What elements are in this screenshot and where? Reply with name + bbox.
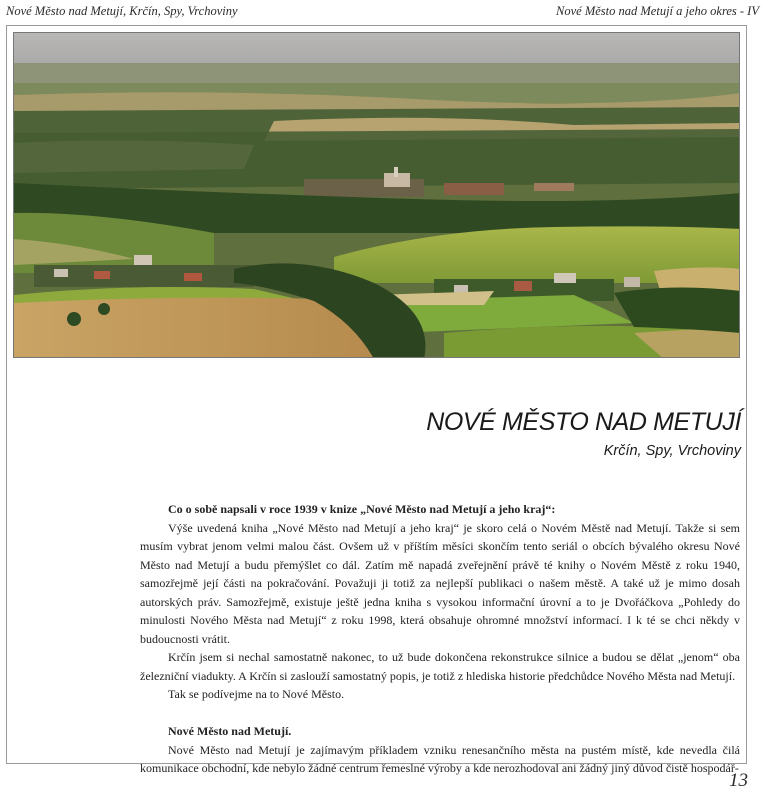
paragraph: Výše uvedená kniha „Nové Město nad Metují a jeho kraj“ je skoro celá o Novém Městě nad Metují. Takže si sem musím vybrat jenom velmi malou část. Ovšem už v příštím měsíci skončím tento seriál o obcích bývalého okresu Nové Město nad Metují a budu přemýšlet co dál. Zatím mě napadá zveřejnění právě té knihy o Novém Městě z roku 1940, samozřejmě její části na pokračování. Považuji ji totiž za nejlepší publikaci o našem městě. A také už je mimo dosah autorských práv. Samozřejmě, existuje ještě jedna kniha s vysokou informační úrovní a to je Dvořáčkova „Pohledy do minulosti Nového Města nad Metují“ z roku 1998, která obsahuje ohromné množství informací. I k té se chci někdy v budoucnosti vrátit. bbox=[140, 520, 740, 646]
paragraph: Nové Město nad Metují je zajímavým příkladem vzniku renesančního města na pustém místě, kde nevedla čilá komunikace obchodní, kde nebylo žádné centrum řemeslné výroby a kde nerozhodoval ani žádný jiný důvod čistě hospodář- bbox=[140, 742, 740, 775]
article-title: NOVÉ MĚSTO NAD METUJÍ bbox=[426, 408, 741, 436]
paragraph-gap bbox=[140, 704, 740, 723]
running-header-left: Nové Město nad Metují, Krčín, Spy, Vrchoviny bbox=[6, 4, 238, 18]
paragraph: Krčín jsem si nechal samostatně nakonec, to už bude dokončena rekonstrukce silnice a budou se dělat „jenom“ oba železniční viadukty. A Krčín si zaslouží samostatný popis, je totiž z hlediska historie předchůdce Nového Města nad Metují. bbox=[140, 650, 740, 683]
section-heading: Nové Město nad Metují. bbox=[168, 724, 292, 738]
landscape-photo-icon bbox=[14, 33, 740, 358]
landscape-photo bbox=[13, 32, 740, 358]
intro-heading: Co o sobě napsali v roce 1939 v knize „Nové Město nad Metují a jeho kraj“: bbox=[168, 502, 556, 516]
running-header-right: Nové Město nad Metují a jeho okres - IV bbox=[556, 4, 759, 18]
article-subtitle: Krčín, Spy, Vrchoviny bbox=[603, 443, 741, 459]
paragraph: Tak se podívejme na to Nové Město. bbox=[168, 687, 345, 701]
page-number: 13 bbox=[729, 770, 748, 791]
article-body bbox=[140, 500, 740, 778]
